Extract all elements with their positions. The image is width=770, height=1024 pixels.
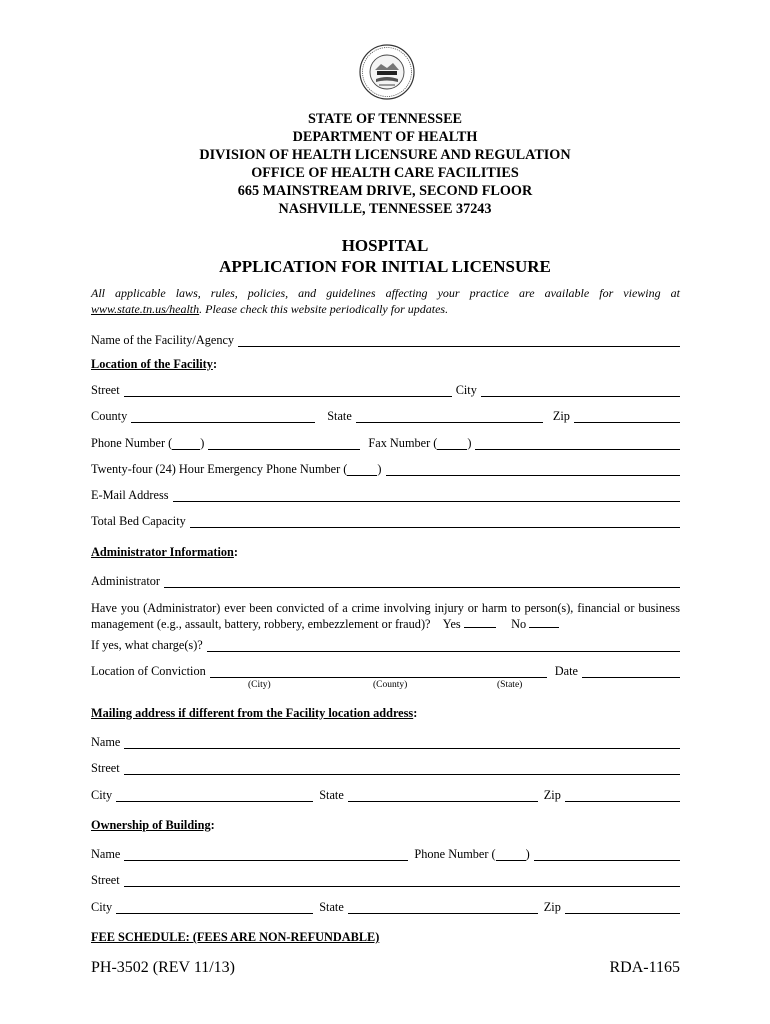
location-city-field[interactable]: [481, 385, 680, 397]
header-division: DIVISION OF HEALTH LICENSURE AND REGULATION: [199, 147, 571, 163]
ownership-name-field[interactable]: [124, 849, 408, 861]
emergency-phone-label: Twenty-four (24) Hour Emergency Phone Number (: [91, 462, 348, 476]
location-county-field[interactable]: [131, 411, 315, 423]
ownership-heading: [91, 818, 215, 832]
conviction-question-line-2-text: management (e.g., assault, battery, robbery, embezzlement or fraud)?: [91, 617, 431, 631]
intro-text: [91, 286, 680, 317]
location-heading-colon: :: [212, 357, 218, 371]
state-seal-icon: [359, 44, 415, 100]
conviction-location-row: [91, 664, 680, 678]
agency-header: [0, 110, 770, 218]
charges-field[interactable]: [207, 640, 680, 652]
mailing-name-row: [91, 735, 680, 749]
mailing-city-field[interactable]: [116, 790, 313, 802]
ownership-phone-field[interactable]: [534, 849, 680, 861]
header-city: NASHVILLE, TENNESSEE 37243: [278, 201, 492, 217]
email-field[interactable]: [173, 490, 680, 502]
facility-name-field[interactable]: [238, 335, 680, 347]
location-phone-area-field[interactable]: [172, 438, 200, 450]
administrator-heading-colon: :: [233, 545, 239, 559]
mailing-heading-text: Mailing address if different from the Facility location address: [91, 706, 414, 720]
administrator-label: Administrator: [91, 574, 160, 588]
header-street: 665 MAINSTREAM DRIVE, SECOND FLOOR: [237, 183, 533, 199]
header-office: OFFICE OF HEALTH CARE FACILITIES: [251, 165, 519, 181]
ownership-phone-area-field[interactable]: [496, 849, 526, 861]
charges-row: [91, 638, 680, 652]
location-phone-row: [91, 436, 680, 450]
fee-schedule-text: FEE SCHEDULE: (FEES ARE NON-REFUNDABLE): [91, 930, 380, 944]
charges-label: If yes, what charge(s)?: [91, 638, 203, 652]
mailing-name-label: Name: [91, 735, 121, 749]
mailing-street-label: Street: [91, 761, 120, 775]
conviction-date-field[interactable]: [582, 666, 680, 678]
bed-capacity-field[interactable]: [190, 516, 680, 528]
location-street-row: [91, 383, 680, 397]
location-zip-field[interactable]: [574, 411, 680, 423]
location-heading-text: Location of the Facility: [91, 357, 213, 371]
conviction-location-field[interactable]: [210, 666, 547, 678]
header-department: DEPARTMENT OF HEALTH: [292, 129, 478, 145]
mailing-state-field[interactable]: [348, 790, 538, 802]
no-label: No: [511, 617, 527, 631]
ownership-name-label: Name: [91, 847, 121, 861]
sublabel-city: (City): [248, 680, 271, 690]
administrator-field[interactable]: [164, 576, 680, 588]
conviction-question: [91, 600, 680, 632]
ownership-city-row: [91, 900, 680, 914]
facility-name-row: [91, 333, 680, 347]
mailing-zip-label: Zip: [543, 788, 561, 802]
form-title: [0, 235, 770, 277]
ownership-city-field[interactable]: [116, 902, 313, 914]
location-county-row: [91, 409, 680, 423]
ownership-street-label: Street: [91, 873, 120, 887]
ownership-zip-field[interactable]: [565, 902, 680, 914]
intro-line-1: All applicable laws, rules, policies, and guidelines affecting your practice are available for viewing at: [91, 286, 680, 300]
yes-label: Yes: [442, 617, 461, 631]
email-label: E-Mail Address: [91, 488, 169, 502]
mailing-state-label: State: [319, 788, 344, 802]
bed-capacity-row: [91, 514, 680, 528]
location-heading: [91, 357, 217, 371]
emergency-phone-row: [91, 462, 680, 476]
conviction-question-line-1: Have you (Administrator) ever been convicted of a crime involving injury or harm to person(s), financial or business: [91, 601, 680, 615]
conviction-date-label: Date: [554, 664, 578, 678]
location-zip-label: Zip: [552, 409, 570, 423]
ownership-zip-label: Zip: [543, 900, 561, 914]
fee-schedule-heading: [91, 930, 379, 944]
ownership-name-row: [91, 847, 680, 861]
bed-capacity-label: Total Bed Capacity: [91, 514, 186, 528]
form-number: PH-3502 (REV 11/13): [91, 959, 235, 976]
ownership-heading-text: Ownership of Building: [91, 818, 211, 832]
mailing-heading: [91, 706, 417, 720]
conviction-question-line-2: [91, 616, 680, 632]
ownership-phone-label: Phone Number (: [414, 847, 496, 861]
rda-number: RDA-1165: [609, 959, 680, 976]
title-application: APPLICATION FOR INITIAL LICENSURE: [219, 257, 551, 276]
title-hospital: HOSPITAL: [341, 236, 429, 255]
emergency-phone-field[interactable]: [386, 464, 680, 476]
administrator-heading-text: Administrator Information: [91, 545, 234, 559]
email-row: [91, 488, 680, 502]
health-website-link[interactable]: www.state.tn.us/health: [91, 301, 200, 316]
location-street-label: Street: [91, 383, 120, 397]
mailing-city-row: [91, 788, 680, 802]
ownership-state-label: State: [319, 900, 344, 914]
ownership-city-label: City: [91, 900, 113, 914]
mailing-city-label: City: [91, 788, 113, 802]
ownership-heading-colon: :: [210, 818, 215, 832]
emergency-phone-area-field[interactable]: [347, 464, 377, 476]
ownership-phone-close-paren: ): [525, 847, 530, 861]
location-phone-field[interactable]: [208, 438, 360, 450]
sublabel-state: (State): [497, 680, 523, 690]
facility-name-label: Name of the Facility/Agency: [91, 333, 235, 347]
location-state-field[interactable]: [356, 411, 543, 423]
mailing-street-row: [91, 761, 680, 775]
ownership-state-field[interactable]: [348, 902, 538, 914]
intro-line-2: [91, 302, 680, 318]
location-fax-field[interactable]: [475, 438, 680, 450]
emergency-phone-close-paren: ): [377, 462, 382, 476]
no-field[interactable]: [529, 627, 559, 628]
mailing-name-field[interactable]: [124, 737, 680, 749]
mailing-street-field[interactable]: [124, 763, 680, 775]
mailing-zip-field[interactable]: [565, 790, 680, 802]
location-street-field[interactable]: [124, 385, 452, 397]
yes-field[interactable]: [464, 627, 496, 628]
administrator-heading: [91, 545, 238, 559]
header-state: STATE OF TENNESSEE: [307, 111, 463, 127]
location-fax-area-field[interactable]: [437, 438, 467, 450]
location-fax-label: Fax Number (: [368, 436, 438, 450]
mailing-heading-colon: :: [413, 706, 418, 720]
location-fax-close-paren: ): [467, 436, 472, 450]
location-state-label: State: [327, 409, 352, 423]
ownership-street-field[interactable]: [124, 875, 680, 887]
intro-line-2-rest: . Please check this website periodically for updates.: [199, 301, 449, 316]
administrator-row: [91, 574, 680, 588]
location-county-label: County: [91, 409, 128, 423]
location-city-label: City: [455, 383, 477, 397]
conviction-location-label: Location of Conviction: [91, 664, 206, 678]
ownership-street-row: [91, 873, 680, 887]
sublabel-county: (County): [373, 680, 408, 690]
location-phone-label: Phone Number (: [91, 436, 173, 450]
location-phone-close-paren: ): [200, 436, 205, 450]
